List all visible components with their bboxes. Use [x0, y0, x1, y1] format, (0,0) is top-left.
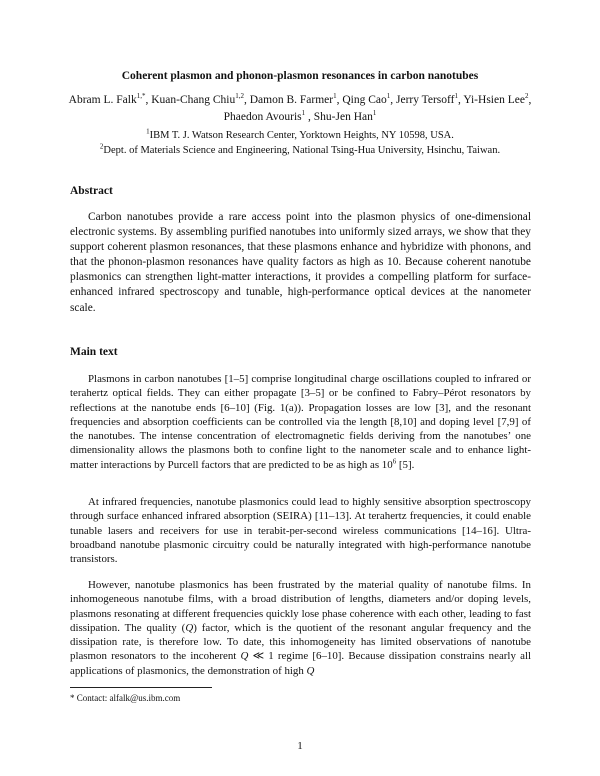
author: Phaedon Avouris$^1$ ,: [223, 109, 314, 123]
page-number: 1: [297, 740, 303, 752]
abstract-heading: Abstract: [70, 185, 113, 197]
affiliation-2: $^2$Dept. of Materials Science and Engineering, National Tsing-Hua University, Hsinchu, Taiwan.: [99, 142, 501, 156]
footnote-rule: [70, 687, 212, 688]
contact-email: Contact: alfalk@us.ibm.com: [76, 693, 181, 703]
paper-title: Coherent plasmon and phonon-plasmon resonances in carbon nanotubes: [121, 70, 479, 82]
author-list: [66, 92, 534, 126]
affiliation-1: $^1$IBM T. J. Watson Research Center, Yorktown Heights, NY 10598, USA.: [146, 127, 454, 141]
paragraph-1: Plasmons in carbon nanotubes [1–5] comprise longitudinal charge oscillations coupled to infrared or terahertz optical fields. They can either propagate [3–5] or be confined to Fabry–Pérot resonators by reflections at the nanotube ends [6–10] (Fig. 1(a)). Propagation losses are low [3], and the resonant frequencies and absorption coefficients can be controlled via the length [8,10] and doping level [7,9] of the nanotubes. The intense concentration of electromagnetic fields deriving from the nanotubes’ one dimensionality allows the plasmons both to confine light to the nanometer scale and to enhance light-matter interactions by Purcell factors that are predicted to be as high as $10^6$ [5].: [70, 373, 531, 471]
author: Shu-Jen Han$^1$: [313, 109, 377, 123]
author: Damon B. Farmer$^1$,: [249, 92, 343, 106]
main-text-heading: Main text: [70, 346, 118, 358]
author: Qing Cao$^1$,: [342, 92, 396, 106]
affiliations: [60, 128, 540, 158]
footnote: * Contact: alfalk@us.ibm.com: [70, 693, 181, 703]
abstract-text: Carbon nanotubes provide a rare access point into the plasmon physics of one-dimensional electronic systems. By assembling purified nanotubes into uniformly sized arrays, we show that they support coherent plasmon resonances, that these plasmons enhance and hybridize with phonons, and that the phonon-plasmon resonances have quality factors as high as 10. Because coherent nanotube plasmonics can strengthen light-matter interactions, it provides a compelling platform for surface-enhanced infrared spectroscopy and tunable, high-performance optical devices at the nanometer scale.: [70, 211, 531, 314]
author: Kuan-Chang Chiu$^{1,2}$,: [151, 92, 250, 106]
paragraph-3: However, nanotube plasmonics has been frustrated by the material quality of nanotube films. In inhomogeneous nanotube films, with a broad distribution of lengths, diameters and/or doping levels, plasmons resonating at different frequencies quickly lose phase coherence with each other, leading to fast dissipation. The quality (Q) factor, which is the quotient of the resonant angular frequency and the dissipation rate, is therefore low. To date, this inhomogeneity has limited observations of nanotube plasmon resonators to the incoherent Q ≪ 1 regime [6–10]. Because dissipation constrains nearly all applications of plasmonics, the demonstration of high Q: [70, 579, 532, 677]
author: Yi-Hsien Lee$^2$,: [463, 92, 532, 106]
author: Jerry Tersoff$^1$,: [395, 92, 464, 106]
paragraph-2: At infrared frequencies, nanotube plasmonics could lead to highly sensitive absorption spectroscopy through surface enhanced infrared absorption (SEIRA) [11–13]. At terahertz frequencies, it could enable tunable lasers and receivers for use in terabit-per-second wireless communications [14–16]. Ultra-broadband nanotube plasmonic circuitry could be naturally integrated with high-performance nanotube transistors.: [70, 496, 531, 566]
author: Abram L. Falk$^{1,*}$,: [68, 92, 152, 106]
